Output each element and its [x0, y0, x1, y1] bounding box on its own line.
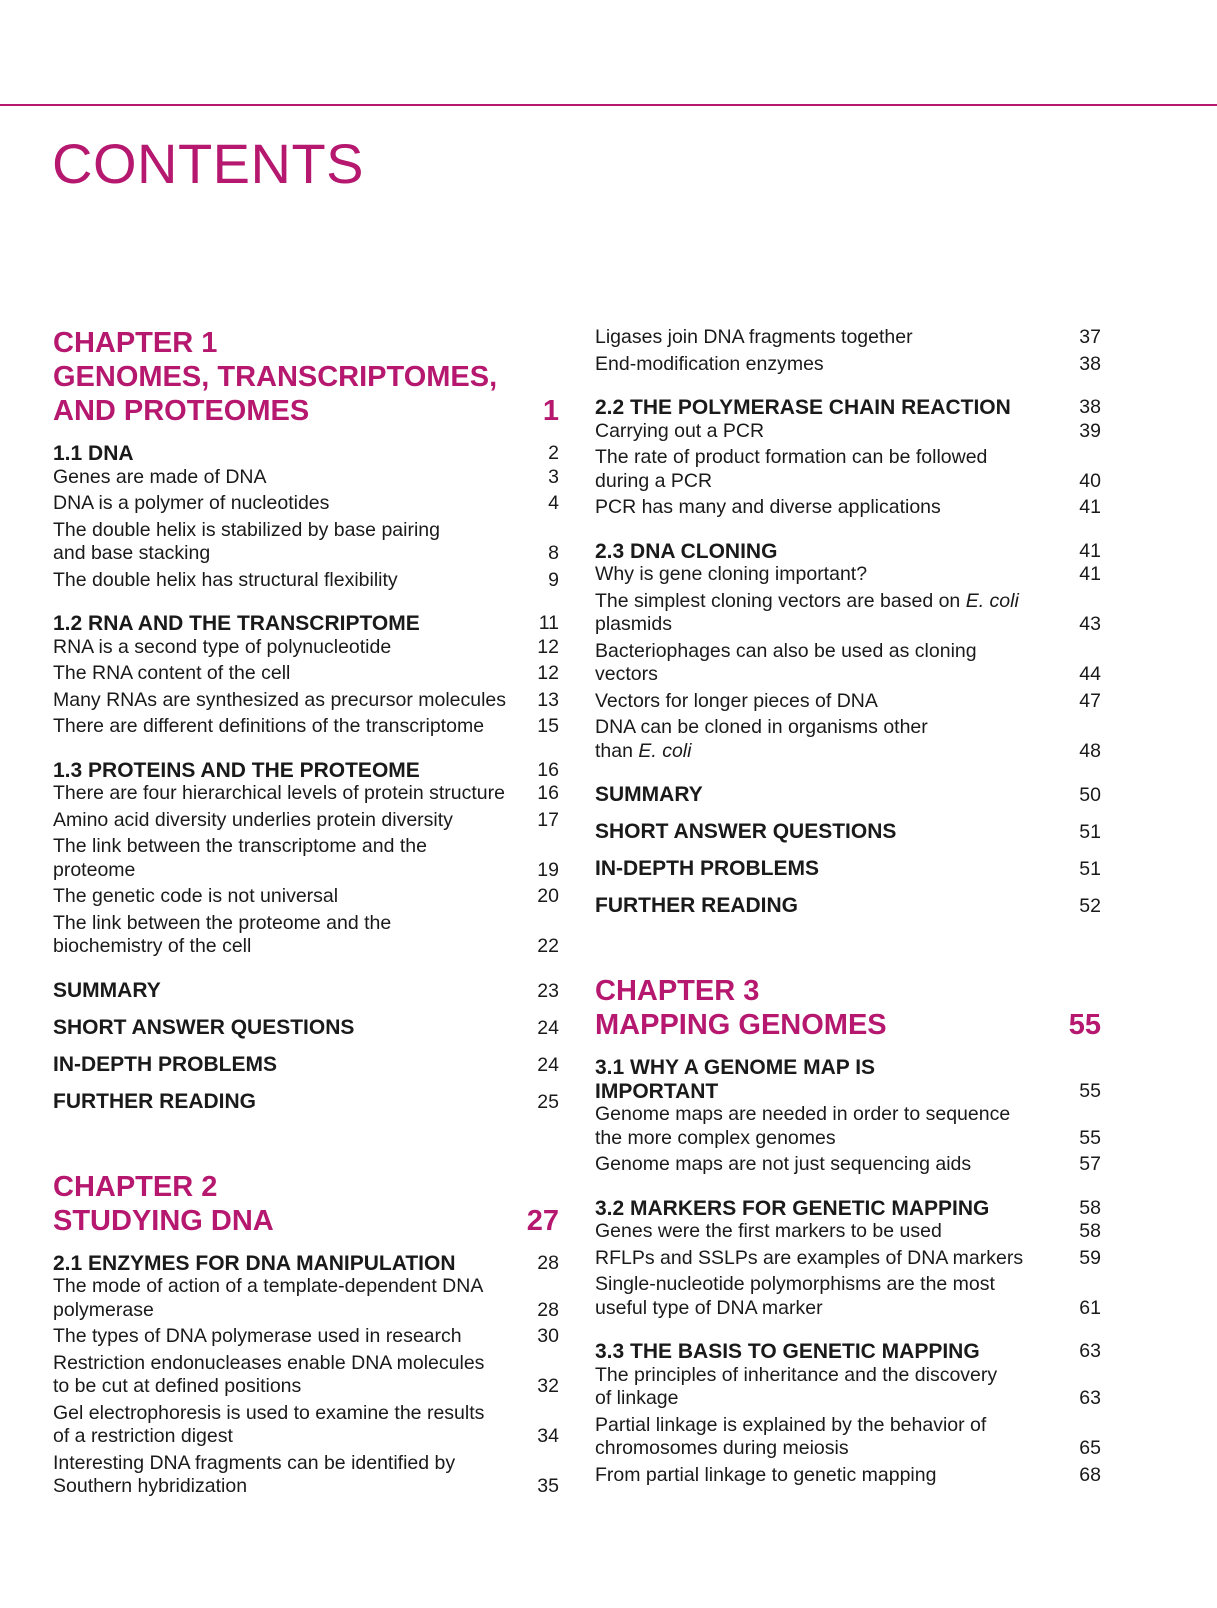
entry-text-line: FURTHER READING: [53, 1089, 256, 1113]
entry-text-line: Partial linkage is explained by the behavior of: [595, 1413, 987, 1436]
chapter-title: [53, 1170, 274, 1238]
entry-text: [53, 519, 535, 566]
entry-text-line: vectors: [595, 663, 658, 685]
entry-text: [595, 590, 1077, 637]
entry-text: [53, 979, 535, 1003]
entry-text: [595, 1273, 1077, 1320]
chapter-title-line: MAPPING GENOMES: [595, 1009, 887, 1041]
entry-text-line: The principles of inheritance and the discovery: [595, 1363, 998, 1386]
entry-text: [53, 612, 535, 636]
entry-text-line: The double helix is stabilized by base pairing: [53, 518, 440, 541]
toc-entry[interactable]: [53, 835, 559, 882]
entry-text-line: 1.3 PROTEINS AND THE PROTEOME: [53, 758, 420, 782]
toc-entry[interactable]: [53, 1325, 559, 1349]
chapter-spacer: [595, 938, 1101, 974]
entry-text: [53, 466, 535, 490]
entry-text-line: IMPORTANT: [595, 1079, 719, 1103]
entry-text: [53, 442, 535, 466]
section-heading[interactable]: [595, 540, 1101, 564]
page-number: 48: [1079, 739, 1101, 762]
page-number: 20: [537, 885, 559, 907]
toc-section: [595, 326, 1101, 376]
page-number: 58: [1079, 1220, 1101, 1242]
entry-text-line: SUMMARY: [595, 783, 703, 806]
entry-text-line: than E. coli: [595, 739, 692, 762]
end-matter-entry[interactable]: [595, 783, 1101, 807]
entry-text: [595, 1197, 1077, 1221]
page-number: 16: [537, 782, 559, 804]
entry-text: [595, 1056, 1077, 1103]
entry-text: [595, 1220, 1077, 1244]
entry-text-line: Single-nucleotide polymorphisms are the most: [595, 1273, 995, 1295]
entry-text: [53, 912, 535, 959]
entry-text: [595, 1464, 1077, 1488]
page-number: 51: [1079, 858, 1101, 880]
entry-text: [595, 783, 1077, 807]
entry-text-line: Genome maps are needed in order to sequence: [595, 1103, 1011, 1125]
entry-text-line: FURTHER READING: [595, 894, 798, 917]
entry-text-line: 3.2 MARKERS FOR GENETIC MAPPING: [595, 1196, 990, 1220]
entry-text: [53, 492, 535, 516]
toc-entry[interactable]: [53, 466, 559, 490]
toc-entry[interactable]: [595, 446, 1101, 493]
page-number: 2: [548, 442, 559, 464]
page-number: 32: [537, 1375, 559, 1397]
toc-section: [595, 1197, 1101, 1321]
entry-text: [53, 809, 535, 833]
toc-entry[interactable]: [53, 782, 559, 806]
page-number: 44: [1079, 663, 1101, 685]
entry-text-line: SHORT ANSWER QUESTIONS: [53, 1015, 355, 1039]
entry-text-line: Interesting DNA fragments can be identified by: [53, 1451, 456, 1474]
toc-entry[interactable]: [53, 569, 559, 593]
page-number: 16: [537, 758, 559, 781]
entry-text-line: The genetic code is not universal: [53, 885, 339, 907]
toc-entry[interactable]: [595, 716, 1101, 763]
chapter-page-number: 55: [1068, 1009, 1101, 1041]
entry-text-line: during a PCR: [595, 469, 713, 492]
page-number: 41: [1079, 563, 1101, 585]
entry-text-line: and base stacking: [53, 542, 211, 564]
entry-text: [595, 1153, 1077, 1177]
entry-text: [53, 759, 535, 783]
entry-text: [595, 353, 1077, 377]
toc-entry[interactable]: [53, 715, 559, 739]
entry-text: [595, 563, 1077, 587]
toc-section: [595, 1056, 1101, 1177]
entry-text: [595, 1364, 1077, 1411]
entry-text-line: DNA is a polymer of nucleotides: [53, 492, 330, 514]
page-number: 35: [537, 1475, 559, 1497]
entry-text: [53, 1325, 535, 1349]
chapter-page-number: 27: [526, 1204, 559, 1237]
toc-entry[interactable]: [595, 1464, 1101, 1488]
entry-text: [53, 885, 535, 909]
entry-text-line: The mode of action of a template-dependent DNA: [53, 1275, 484, 1297]
entry-text-line: The double helix has structural flexibility: [53, 568, 398, 591]
page-number: 24: [537, 1016, 559, 1039]
page-number: 12: [537, 662, 559, 684]
entry-text-line: 2.2 THE POLYMERASE CHAIN REACTION: [595, 396, 1011, 419]
entry-text-line: There are different definitions of the transcriptome: [53, 715, 485, 737]
entry-text-line: The rate of product formation can be followed: [595, 446, 988, 468]
toc-entry[interactable]: [53, 519, 559, 566]
entry-text: [595, 326, 1077, 350]
page-number: 22: [537, 935, 559, 957]
entry-text-line: Southern hybridization: [53, 1475, 248, 1497]
page-number: 40: [1079, 469, 1101, 492]
entry-text: [595, 1340, 1077, 1364]
entry-text-line: proteome: [53, 858, 136, 881]
section-heading[interactable]: [595, 1056, 1101, 1103]
section-heading[interactable]: [595, 396, 1101, 420]
entry-text-line: biochemistry of the cell: [53, 935, 252, 957]
toc-entry[interactable]: [53, 636, 559, 660]
entry-text-line: Genes are made of DNA: [53, 465, 267, 488]
chapter-title: [595, 974, 887, 1042]
toc-section: [53, 442, 559, 592]
entry-text: [595, 1103, 1077, 1150]
entry-text: [53, 782, 535, 806]
page-number: 41: [1079, 539, 1101, 562]
toc-entry[interactable]: [595, 563, 1101, 587]
entry-text-line: 2.3 DNA CLONING: [595, 539, 778, 563]
entry-text-line: IN-DEPTH PROBLEMS: [53, 1052, 278, 1076]
toc-entry[interactable]: [53, 689, 559, 713]
entry-text-line: 2.1 ENZYMES FOR DNA MANIPULATION: [53, 1251, 456, 1275]
toc-entry[interactable]: [595, 690, 1101, 714]
entry-text: [595, 640, 1077, 687]
toc-entry[interactable]: [595, 1364, 1101, 1411]
toc-entry[interactable]: [53, 885, 559, 909]
entry-text: [595, 716, 1077, 763]
entry-text-line: The RNA content of the cell: [53, 662, 291, 684]
page-number: 52: [1079, 895, 1101, 917]
page-number: 37: [1079, 326, 1101, 348]
entry-text-line: 3.3 THE BASIS TO GENETIC MAPPING: [595, 1340, 980, 1363]
entry-text-line: Ligases join DNA fragments together: [595, 326, 913, 348]
page-number: 4: [548, 492, 559, 514]
entry-text-line: 1.2 RNA AND THE TRANSCRIPTOME: [53, 612, 420, 635]
entry-text: [595, 420, 1077, 444]
entry-text-line: RNA is a second type of polynucleotide: [53, 635, 392, 658]
entry-text-line: polymerase: [53, 1298, 154, 1321]
end-matter-list: [53, 979, 559, 1114]
entry-text-line: 1.1 DNA: [53, 442, 134, 465]
end-matter-entry[interactable]: [595, 820, 1101, 844]
chapter-title-line: AND PROTEOMES: [53, 395, 310, 427]
page-number: 28: [537, 1298, 559, 1321]
entry-text: [53, 689, 535, 713]
entry-text-line: of linkage: [595, 1387, 679, 1409]
entry-text: [53, 662, 535, 686]
toc-section: [595, 1340, 1101, 1487]
end-matter-entry[interactable]: [595, 857, 1101, 881]
entry-text: [53, 1275, 535, 1322]
entry-text-line: DNA can be cloned in organisms other: [595, 716, 928, 738]
page-number: 3: [548, 465, 559, 488]
entry-text-line: Vectors for longer pieces of DNA: [595, 689, 878, 712]
toc-entry[interactable]: [53, 1352, 559, 1399]
page-number: 39: [1079, 419, 1101, 442]
entry-text: [53, 1452, 535, 1499]
entry-text-line: plasmids: [595, 613, 672, 635]
page-number: 57: [1079, 1153, 1101, 1175]
toc-section: [53, 612, 559, 739]
toc-entry[interactable]: [595, 590, 1101, 637]
chapter-heading[interactable]: [595, 974, 1101, 1042]
entry-text-line: Genes were the first markers to be used: [595, 1220, 942, 1242]
page-number: 9: [548, 568, 559, 591]
entry-text: [595, 857, 1077, 881]
entry-text: [595, 1414, 1077, 1461]
toc-entry[interactable]: [595, 1153, 1101, 1177]
toc-entry[interactable]: [53, 809, 559, 833]
toc-entry[interactable]: [595, 353, 1101, 377]
chapter-title: [53, 326, 497, 428]
page-number: 8: [548, 542, 559, 564]
entry-text-line: Carrying out a PCR: [595, 419, 765, 442]
entry-text: [595, 1247, 1077, 1271]
entry-text-line: IN-DEPTH PROBLEMS: [595, 857, 820, 880]
entry-text: [53, 636, 535, 660]
entry-text-line: The simplest cloning vectors are based on E. coli: [595, 589, 1019, 612]
page-number: 65: [1079, 1437, 1101, 1459]
chapter-heading[interactable]: [53, 326, 559, 428]
toc-entry[interactable]: [53, 1452, 559, 1499]
toc-entry[interactable]: [53, 492, 559, 516]
entry-text-line: Amino acid diversity underlies protein diversity: [53, 808, 453, 831]
entry-text-line: Bacteriophages can also be used as cloning: [595, 639, 977, 662]
page-number: 12: [537, 635, 559, 658]
entry-text: [595, 540, 1077, 564]
page-number: 55: [1079, 1126, 1101, 1149]
page-number: 55: [1079, 1079, 1101, 1102]
page-number: 24: [537, 1053, 559, 1076]
entry-text: [595, 894, 1077, 918]
toc-entry[interactable]: [595, 640, 1101, 687]
chapter-page-number: 1: [542, 395, 559, 427]
entry-text: [53, 1053, 535, 1077]
toc-entry[interactable]: [595, 1273, 1101, 1320]
entry-text: [53, 715, 535, 739]
entry-text-line: End-modification enzymes: [595, 352, 824, 375]
section-heading[interactable]: [53, 759, 559, 783]
end-matter-entry[interactable]: [53, 979, 559, 1003]
entry-text-line: Many RNAs are synthesized as precursor molecules: [53, 688, 507, 711]
entry-text-line: useful type of DNA marker: [595, 1296, 823, 1319]
page-number: 13: [537, 688, 559, 711]
entry-text: [595, 396, 1077, 420]
page-number: 34: [537, 1425, 559, 1447]
entry-text-line: Genome maps are not just sequencing aids: [595, 1153, 972, 1175]
toc-entry[interactable]: [595, 1414, 1101, 1461]
chapter-title-line: CHAPTER 2: [53, 1170, 218, 1203]
entry-text: [595, 496, 1077, 520]
page-number: 51: [1079, 821, 1101, 843]
page-number: 63: [1079, 1340, 1101, 1362]
entry-text: [595, 820, 1077, 844]
entry-text: [53, 569, 535, 593]
page-number: 30: [537, 1325, 559, 1347]
entry-text-line: to be cut at defined positions: [53, 1375, 302, 1397]
entry-text-line: PCR has many and diverse applications: [595, 496, 941, 518]
page-number: 63: [1079, 1387, 1101, 1409]
end-matter-entry[interactable]: [595, 894, 1101, 918]
toc-section: [595, 396, 1101, 520]
header-rule: [0, 104, 1217, 106]
page-number: 25: [537, 1090, 559, 1113]
page-number: 19: [537, 858, 559, 881]
page-number: 68: [1079, 1463, 1101, 1486]
entry-text: [595, 446, 1077, 493]
end-matter-entry[interactable]: [53, 1053, 559, 1077]
toc-section: [53, 1252, 559, 1499]
entry-text-line: SHORT ANSWER QUESTIONS: [595, 820, 897, 843]
toc-left-column: [53, 326, 559, 1519]
section-heading[interactable]: [53, 442, 559, 466]
toc-right-column: [595, 326, 1101, 1507]
page-title: CONTENTS: [52, 132, 364, 195]
toc-entry[interactable]: [595, 326, 1101, 350]
entry-text-line: The link between the proteome and the: [53, 911, 392, 934]
page-number: 43: [1079, 613, 1101, 635]
entry-text-line: of a restriction digest: [53, 1425, 233, 1447]
entry-text: [53, 835, 535, 882]
end-matter-entry[interactable]: [53, 1016, 559, 1040]
entry-text-line: the more complex genomes: [595, 1126, 836, 1149]
entry-text-line: The link between the transcriptome and the: [53, 835, 427, 857]
entry-text-line: Why is gene cloning important?: [595, 563, 868, 585]
entry-text: [53, 1402, 535, 1449]
toc-entry[interactable]: [595, 420, 1101, 444]
entry-text: [53, 1352, 535, 1399]
end-matter-entry[interactable]: [53, 1090, 559, 1114]
page-number: 15: [537, 715, 559, 737]
chapter-title-line: STUDYING DNA: [53, 1204, 274, 1237]
entry-text: [53, 1016, 535, 1040]
page-number: 59: [1079, 1246, 1101, 1269]
chapter-title-line: CHAPTER 1: [53, 327, 218, 359]
entry-text-line: Gel electrophoresis is used to examine the results: [53, 1401, 485, 1424]
page-number: 58: [1079, 1196, 1101, 1219]
section-heading[interactable]: [53, 1252, 559, 1276]
entry-text-line: From partial linkage to genetic mapping: [595, 1463, 937, 1486]
section-heading[interactable]: [53, 612, 559, 636]
toc-entry[interactable]: [595, 496, 1101, 520]
chapter-spacer: [53, 1134, 559, 1170]
page-number: 38: [1079, 352, 1101, 375]
entry-text-line: Restriction endonucleases enable DNA molecules: [53, 1351, 485, 1374]
toc-section: [595, 540, 1101, 764]
entry-text-line: SUMMARY: [53, 978, 161, 1002]
page-number: 47: [1079, 689, 1101, 712]
toc-entry[interactable]: [595, 1103, 1101, 1150]
entry-text-line: chromosomes during meiosis: [595, 1437, 849, 1459]
chapter-title-line: CHAPTER 3: [595, 975, 760, 1007]
section-heading[interactable]: [595, 1197, 1101, 1221]
page-number: 50: [1079, 784, 1101, 806]
toc-entry[interactable]: [595, 1247, 1101, 1271]
page-number: 61: [1079, 1296, 1101, 1319]
page-number: 17: [537, 808, 559, 831]
page-number: 11: [538, 612, 559, 634]
toc-entry[interactable]: [53, 912, 559, 959]
page-number: 28: [537, 1251, 559, 1274]
page-number: 41: [1079, 496, 1101, 518]
entry-text: [595, 690, 1077, 714]
toc-entry[interactable]: [53, 1402, 559, 1449]
toc-entry[interactable]: [53, 1275, 559, 1322]
toc-section: [53, 759, 559, 959]
entry-text: [53, 1252, 535, 1276]
toc-entry[interactable]: [53, 662, 559, 686]
entry-text-line: 3.1 WHY A GENOME MAP IS: [595, 1056, 876, 1079]
section-heading[interactable]: [595, 1340, 1101, 1364]
entry-text: [53, 1090, 535, 1114]
toc-entry[interactable]: [595, 1220, 1101, 1244]
entry-text-line: There are four hierarchical levels of protein structure: [53, 782, 505, 804]
chapter-heading[interactable]: [53, 1170, 559, 1238]
page-number: 38: [1079, 396, 1101, 418]
chapter-title-line: GENOMES, TRANSCRIPTOMES,: [53, 361, 498, 393]
page-number: 23: [537, 979, 559, 1002]
entry-text-line: The types of DNA polymerase used in research: [53, 1325, 462, 1347]
end-matter-list: [595, 783, 1101, 918]
entry-text-line: RFLPs and SSLPs are examples of DNA markers: [595, 1246, 1024, 1269]
